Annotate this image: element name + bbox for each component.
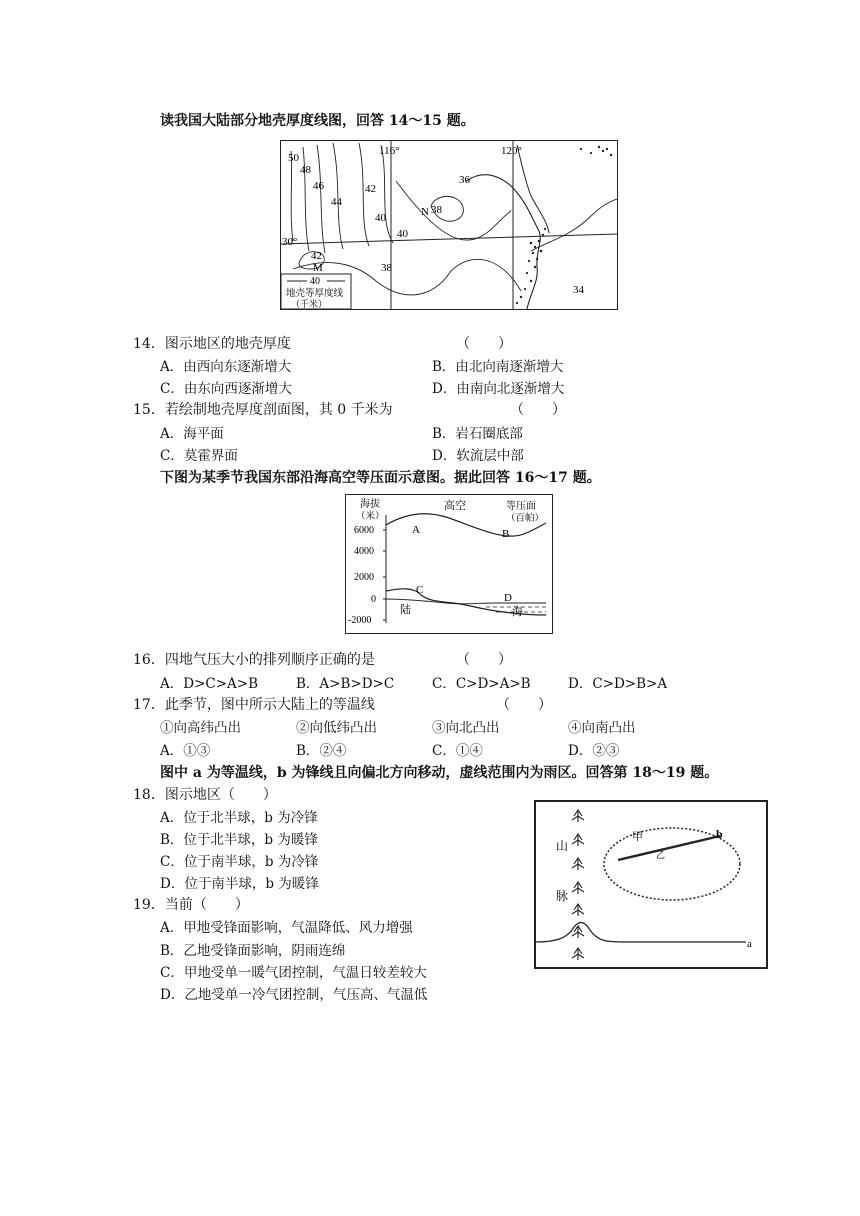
crust-thickness-map: [280, 140, 618, 310]
contour-label: 38: [381, 262, 392, 274]
sea-label: 海: [512, 606, 523, 618]
q18-option-d: D．位于南半球，b 为暖锋: [160, 876, 319, 892]
q16-option-b: B．A>B>D>C: [296, 676, 395, 692]
q17-option-b: B．②④: [296, 743, 347, 759]
q18-option-b: B．位于北半球，b 为暖锋: [160, 832, 318, 848]
q15-option-a: A．海平面: [160, 426, 224, 442]
q14-option-a: A．由西向东逐渐增大: [160, 359, 292, 375]
point-m-label: M: [313, 262, 323, 274]
q17-item-2: ②向低纬凸出: [296, 720, 377, 736]
point-c-label: C: [416, 584, 424, 596]
q15-stem: 15．若绘制地壳厚度剖面图，其 0 千米为: [133, 402, 393, 418]
q18-option-a: A．位于北半球，b 为冷锋: [160, 810, 318, 826]
q19-option-c: C．甲地受单一暖气团控制，气温日较差较大: [160, 965, 427, 981]
legend-label: 地壳等厚度线: [286, 289, 344, 299]
point-a-label: A: [412, 524, 420, 536]
intro-18-19: 图中 a 为等温线，b 为锋线且向偏北方向移动，虚线范围内为雨区。回答第 18～19 题。: [160, 765, 719, 781]
q14-option-c: C．由东向西逐渐增大: [160, 381, 292, 397]
contour-label: 42: [365, 183, 376, 195]
contour-label: 38: [431, 204, 442, 216]
q16-stem: 16．四地气压大小的排列顺序正确的是: [133, 652, 375, 668]
mountain-label-2: 脉: [556, 889, 569, 903]
q17-option-a: A．①③: [160, 743, 211, 759]
q17-item-1: ①向高纬凸出: [160, 720, 241, 736]
tick-label: 4000: [354, 546, 374, 557]
intro-16-17: 下图为某季节我国东部沿海高空等压面示意图。据此回答 16～17 题。: [160, 470, 601, 486]
legend-value: 40: [310, 276, 320, 287]
lon-120-label: 120°: [501, 145, 522, 157]
contour-label: 40: [375, 212, 386, 224]
q14-option-d: D．由南向北逐渐增大: [432, 381, 565, 397]
contour-label: 34: [573, 284, 584, 296]
q14-stem: 14．图示地区的地壳厚度: [133, 336, 291, 352]
high-altitude-label: 高空: [444, 500, 466, 512]
q17-item-3: ③向北凸出: [432, 720, 500, 736]
q19-stem: 19．当前（ ）: [133, 897, 249, 913]
y-axis-unit: （米）: [356, 512, 385, 522]
contour-label: 50: [288, 152, 299, 164]
q19-option-b: B．乙地受锋面影响，阴雨连绵: [160, 943, 346, 959]
front-rain-area-diagram: [534, 800, 768, 969]
q17-option-d: D．②③: [568, 743, 620, 759]
contour-label: 48: [300, 164, 311, 176]
contour-label: 46: [313, 180, 324, 192]
isobar-label: 等压面: [506, 501, 536, 512]
tick-label: 0: [371, 594, 376, 605]
contour-label: 42: [311, 250, 322, 262]
mountain-symbols: [572, 810, 584, 960]
front-b-label: b: [716, 827, 723, 841]
q19-option-a: A．甲地受锋面影响，气温降低、风力增强: [160, 920, 413, 936]
intro-14-15: 读我国大陆部分地壳厚度线图，回答 14～15 题。: [160, 113, 475, 129]
yi-label: 乙: [656, 850, 666, 860]
mountain-label-1: 山: [556, 839, 569, 853]
point-d-label: D: [504, 592, 512, 604]
tick-label: -2000: [348, 615, 372, 626]
isobar-unit: （百帕）: [506, 514, 545, 524]
q15-option-c: C．莫霍界面: [160, 448, 238, 464]
legend-unit: （千米）: [291, 299, 328, 309]
contour-label: 36: [459, 174, 470, 186]
tick-label: 2000: [354, 572, 374, 583]
contour-label: 40: [397, 228, 408, 240]
q15-option-d: D．软流层中部: [432, 448, 524, 464]
lat-30-label: 30°: [282, 236, 298, 248]
lon-116-label: 116°: [379, 145, 400, 157]
q17-answer-paren: （ ）: [496, 697, 552, 713]
tick-label: 6000: [354, 525, 374, 536]
jia-label: 甲: [632, 831, 643, 843]
contour-label: 44: [331, 196, 342, 208]
q17-stem: 17．此季节，图中所示大陆上的等温线: [133, 697, 375, 713]
point-b-label: B: [502, 528, 510, 540]
isobaric-surface-diagram: [345, 494, 553, 634]
point-n-label: N: [421, 206, 429, 218]
q14-answer-paren: （ ）: [456, 336, 512, 352]
q19-option-d: D．乙地受单一冷气团控制，气压高、气温低: [160, 987, 428, 1003]
q16-answer-paren: （ ）: [456, 652, 512, 668]
q18-option-c: C．位于南半球，b 为冷锋: [160, 854, 319, 870]
isotherm-a-label: a: [747, 938, 752, 950]
q18-stem: 18．图示地区（ ）: [133, 787, 277, 803]
q14-option-b: B．由北向南逐渐增大: [432, 359, 564, 375]
y-axis-label: 海拔: [360, 499, 380, 510]
q17-item-4: ④向南凸出: [568, 720, 636, 736]
q17-option-c: C．①④: [432, 743, 483, 759]
land-label: 陆: [400, 604, 411, 616]
q15-answer-paren: （ ）: [510, 402, 566, 418]
q16-option-c: C．C>D>A>B: [432, 676, 531, 692]
q16-option-d: D．C>D>B>A: [568, 676, 668, 692]
q16-option-a: A．D>C>A>B: [160, 676, 259, 692]
q15-option-b: B．岩石圈底部: [432, 426, 523, 442]
